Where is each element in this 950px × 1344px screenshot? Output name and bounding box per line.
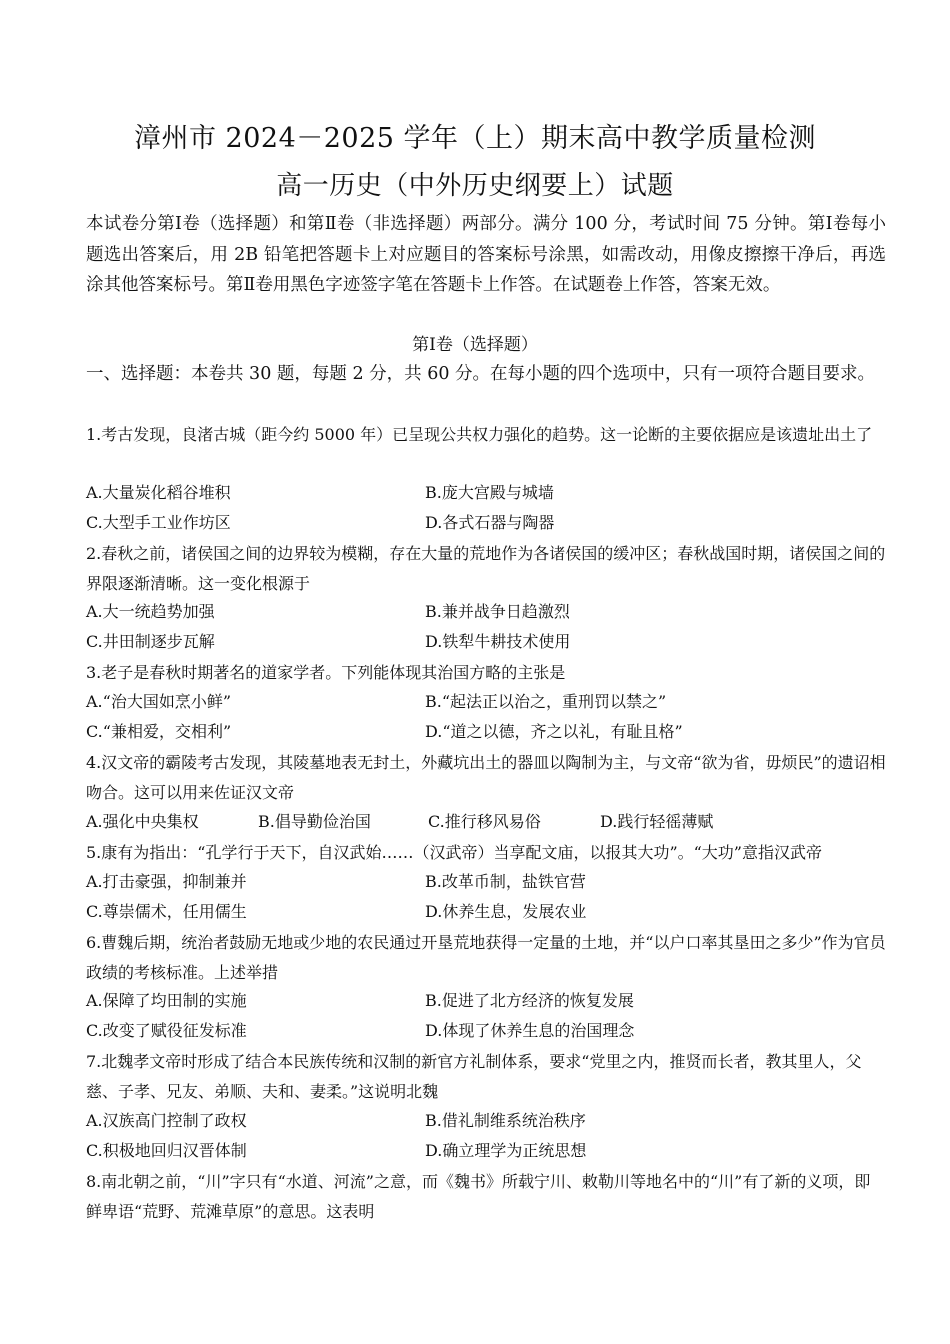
option: C.积极地回归汉晋体制 — [86, 1141, 247, 1160]
option: B.改革币制，盐铁官营 — [425, 872, 586, 891]
question-stem: 8.南北朝之前，“川”字只有“水道、河流”之意，而《魏书》所载宁川、敕勒川等地名中的“川”有了新的义项，即鲜卑语“荒野、荒滩草原”的意思。这表明 — [86, 1172, 871, 1221]
option: D.践行轻徭薄赋 — [600, 812, 714, 831]
exam-instructions: 本试卷分第Ⅰ卷（选择题）和第Ⅱ卷（非选择题）两部分。满分 100 分，考试时间 75 分钟。第Ⅰ卷每小题选出答案后，用 2B 铅笔把答题卡上对应题目的答案标号涂黑，如需改动，用像皮擦擦干净后，再选涂其他答案标号。第Ⅱ卷用黑色字迹签字笔在答题卡上作答。在试题卷上作答，答案无效。 — [86, 214, 886, 295]
section-title: 一、选择题：本卷共 30 题，每题 2 分，共 60 分。在每小题的四个选项中，只有一项符合题目要求。 — [86, 364, 876, 384]
option: A.汉族高门控制了政权 — [86, 1111, 247, 1130]
question-stem: 1.考古发现，良渚古城（距今约 5000 年）已呈现公共权力强化的趋势。这一论断的主要依据应是该遗址出土了 — [86, 425, 873, 444]
option: C.井田制逐步瓦解 — [86, 632, 215, 651]
option: A.“治大国如烹小鲜” — [86, 692, 232, 711]
option: B.“起法正以治之，重刑罚以禁之” — [425, 692, 667, 711]
option: D.各式石器与陶器 — [425, 513, 555, 532]
option: B.庞大宫殿与城墙 — [425, 483, 554, 502]
option: C.“兼相爱，交相利” — [86, 722, 232, 741]
option: D.体现了休养生息的治国理念 — [425, 1021, 635, 1040]
option: A.强化中央集权 — [86, 812, 199, 831]
option: A.保障了均田制的实施 — [86, 991, 247, 1010]
option: D.确立理学为正统思想 — [425, 1141, 587, 1160]
option: D.铁犁牛耕技术使用 — [425, 632, 571, 651]
option: A.大一统趋势加强 — [86, 602, 215, 621]
exam-title: 漳州市 2024－2025 学年（上）期末高中教学质量检测 — [133, 123, 817, 154]
option: A.大量炭化稻谷堆积 — [86, 483, 231, 502]
question-stem: 5.康有为指出：“孔学行于天下，自汉武始……（汉武帝）当享配文庙，以报其大功”。“大功”意指汉武帝 — [86, 843, 822, 862]
option: B.借礼制维系统治秩序 — [425, 1111, 586, 1130]
option: B.促进了北方经济的恢复发展 — [425, 991, 634, 1010]
question-stem: 3.老子是春秋时期著名的道家学者。下列能体现其治国方略的主张是 — [86, 663, 566, 682]
option: C.大型手工业作坊区 — [86, 513, 231, 532]
option: C.推行移风易俗 — [428, 812, 541, 831]
part-title: 第Ⅰ卷（选择题） — [412, 335, 538, 355]
option: A.打击豪强，抑制兼并 — [86, 872, 247, 891]
option: D.休养生息，发展农业 — [425, 902, 587, 921]
option: B.倡导勤俭治国 — [258, 812, 371, 831]
question-stem: 6.曹魏后期，统治者鼓励无地或少地的农民通过开垦荒地获得一定量的土地，并“以户口率其垦田之多少”作为官员政绩的考核标准。上述举措 — [86, 933, 886, 982]
option: B.兼并战争日趋激烈 — [425, 602, 570, 621]
exam-subtitle: 高一历史（中外历史纲要上）试题 — [276, 171, 674, 201]
question-stem: 2.春秋之前，诸侯国之间的边界较为模糊，存在大量的荒地作为各诸侯国的缓冲区；春秋战国时期，诸侯国之间的界限逐渐清晰。这一变化根源于 — [86, 544, 886, 593]
question-stem: 4.汉文帝的霸陵考古发现，其陵墓地表无封土，外藏坑出土的器皿以陶制为主，与文帝“欲为省，毋烦民”的遗诏相吻合。这可以用来佐证汉文帝 — [86, 753, 886, 802]
option: C.尊崇儒术，任用儒生 — [86, 902, 247, 921]
question-stem: 7.北魏孝文帝时形成了结合本民族传统和汉制的新官方礼制体系，要求“党里之内，推贤而长者，教其里人，父慈、子孝、兄友、弟顺、夫和、妻柔。”这说明北魏 — [86, 1052, 862, 1101]
option: D.“道之以德，齐之以礼，有耻且格” — [425, 722, 683, 741]
option: C.改变了赋役征发标准 — [86, 1021, 247, 1040]
